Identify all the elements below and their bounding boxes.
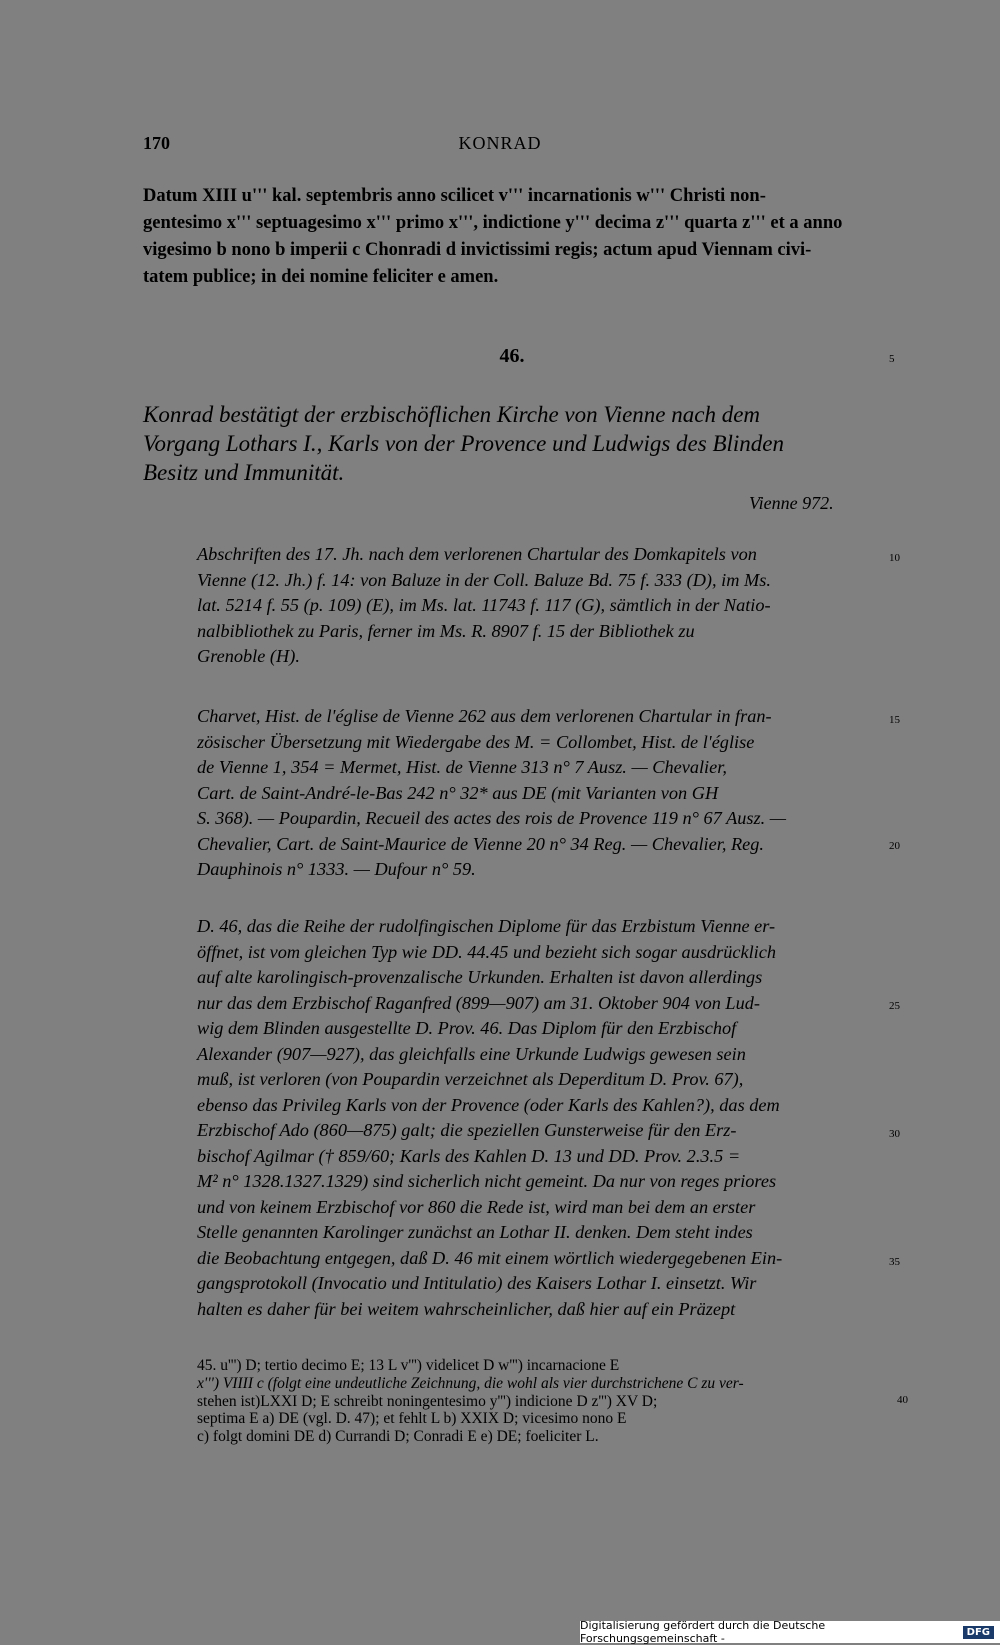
commentary-line: Stelle genannten Karolinger zunächst an Lothar II. denken. Dem steht indes (197, 1222, 753, 1242)
commentary-line: ebenso das Privileg Karls von der Provence (oder Karls des Kahlen?), das dem (197, 1094, 780, 1115)
footer-text: Digitalisierung gefördert durch die Deutsche Forschungsgemeinschaft - (580, 1619, 826, 1645)
commentary-line: und von keinem Erzbischof vor 860 die Rede ist, wird man bei dem an erster (197, 1196, 756, 1217)
datum-line: vigesimo b nono b imperii c Chonradi d invictissimi regis; actum apud Viennam civi- (143, 240, 812, 260)
literature-line: de Vienne 1, 354 = Mermet, Hist. de Vienne 313 n° 7 Ausz. — Chevalier, (197, 757, 727, 777)
commentary-line: halten es daher für bei weitem wahrscheinlicher, daß hier auf ein Präzept (197, 1298, 736, 1319)
literature-line: S. 368). — Poupardin, Recueil des actes des rois de Provence 119 n° 67 Ausz. — (197, 808, 786, 828)
page-number: 170 (143, 133, 170, 153)
manuscripts-line: lat. 5214 f. 55 (p. 109) (E), im Ms. lat. 11743 f. 117 (G), sämtlich in der Natio- (197, 595, 771, 615)
commentary-line: muß, ist verloren (von Poupardin verzeichnet als Deperditum D. Prov. 67), (197, 1069, 744, 1089)
literature-paragraph (197, 704, 786, 883)
datum-paragraph (143, 183, 881, 291)
footnote-line: x''') VIIII c (folgt eine undeutliche Zeichnung, die wohl als vier durchstrichene C zu ver- (197, 1374, 744, 1392)
running-head: KONRAD (458, 133, 542, 153)
manuscripts-line: Abschriften des 17. Jh. nach dem verlorenen Chartular des Domkapitels von (197, 544, 757, 564)
footnotes (197, 1357, 744, 1446)
title-line: Besitz und Immunität. (143, 460, 345, 485)
document-number: 46. (499, 345, 525, 367)
commentary-line: die Beobachtung entgegen, daß D. 46 mit einem wörtlich wiedergegebenen Ein- (197, 1247, 783, 1268)
commentary-line: gangsprotokoll (Invocatio und Intitulatio) des Kaisers Lothar I. einsetzt. Wir (197, 1273, 757, 1293)
literature-line: Charvet, Hist. de l'église de Vienne 262 aus dem verlorenen Chartular in fran- (197, 706, 772, 726)
commentary-line: bischof Agilmar († 859/60; Karls des Kahlen D. 13 und DD. Prov. 2.3.5 = (197, 1145, 741, 1166)
place-date: Vienne 972. (749, 493, 834, 513)
margin-line-number: 25 (889, 1000, 900, 1012)
margin-line-number: 5 (889, 353, 895, 365)
margin-line-number: 10 (889, 552, 900, 564)
commentary-line: auf alte karolingisch-provenzalische Urkunden. Erhalten ist davon allerdings (197, 967, 763, 987)
datum-line: Datum XIII u''' kal. septembris anno scilicet v''' incarnationis w''' Christi non- (143, 186, 766, 206)
margin-line-number: 35 (889, 1256, 900, 1268)
footnote-line: septima E a) DE (vgl. D. 47); et fehlt L b) XXIX D; vicesimo nono E (197, 1410, 627, 1428)
commentary-line: öffnet, ist vom gleichen Typ wie DD. 44.45 und bezieht sich sogar ausdrücklich (197, 941, 776, 962)
manuscripts-paragraph (197, 542, 771, 670)
commentary-line: wig dem Blinden ausgestellte D. Prov. 46. Das Diplom für den Erzbischof (197, 1018, 737, 1038)
margin-line-number: 30 (889, 1128, 900, 1140)
literature-line: Chevalier, Cart. de Saint-Maurice de Vienne 20 n° 34 Reg. — Chevalier, Reg. (197, 833, 764, 854)
document-title (143, 400, 883, 487)
margin-line-number: 20 (889, 840, 900, 852)
dfg-logo: DFG (963, 1626, 994, 1639)
commentary-line: nur das dem Erzbischof Raganfred (899—907) am 31. Oktober 904 von Lud- (197, 992, 760, 1013)
commentary-line: D. 46, das die Reihe der rudolfingischen Diplome für das Erzbistum Vienne er- (197, 916, 776, 936)
commentary-line: M² n° 1328.1327.1329) sind sicherlich nicht gemeint. Da nur von reges priores (197, 1171, 777, 1191)
margin-line-number: 15 (889, 714, 900, 726)
literature-line: zösischer Übersetzung mit Wiedergabe des M. = Collombet, Hist. de l'église (197, 731, 755, 752)
footnote-line: stehen ist)LXXI D; E schreibt noningentesimo y''') indicione D z''') XV D; (197, 1392, 658, 1410)
title-line: Vorgang Lothars I., Karls von der Provence und Ludwigs des Blinden (143, 431, 784, 456)
literature-line: Cart. de Saint-André-le-Bas 242 n° 32* aus DE (mit Varianten von GH (197, 782, 719, 803)
manuscripts-line: Vienne (12. Jh.) f. 14: von Baluze in der Coll. Baluze Bd. 75 f. 333 (D), im Ms. (197, 569, 771, 590)
title-line: Konrad bestätigt der erzbischöflichen Kirche von Vienne nach dem (143, 402, 761, 427)
manuscripts-line: nalbibliothek zu Paris, ferner im Ms. R. 8907 f. 15 der Bibliothek zu (197, 620, 695, 641)
margin-line-number: 40 (897, 1394, 908, 1406)
datum-line: tatem publice; in dei nomine feliciter e amen. (143, 267, 499, 287)
commentary-line: Alexander (907—927), das gleichfalls eine Urkunde Ludwigs gewesen sein (197, 1043, 746, 1064)
footnote-line: 45. u''') D; tertio decimo E; 13 L v''') videlicet D w''') incarnacione E (197, 1357, 620, 1374)
manuscripts-line: Grenoble (H). (197, 646, 300, 666)
datum-line: gentesimo x''' septuagesimo x''' primo x''', indictione y''' decima z''' quarta z''' et a anno (143, 213, 843, 233)
commentary-paragraph (197, 914, 782, 1322)
literature-line: Dauphinois n° 1333. — Dufour n° 59. (197, 859, 476, 879)
commentary-line: Erzbischof Ado (860—875) galt; die speziellen Gunsterweise für den Erz- (197, 1120, 737, 1140)
footnote-line: c) folgt domini DE d) Currandi D; Conradi E e) DE; foeliciter L. (197, 1428, 599, 1446)
digitization-footer (580, 1621, 1000, 1643)
